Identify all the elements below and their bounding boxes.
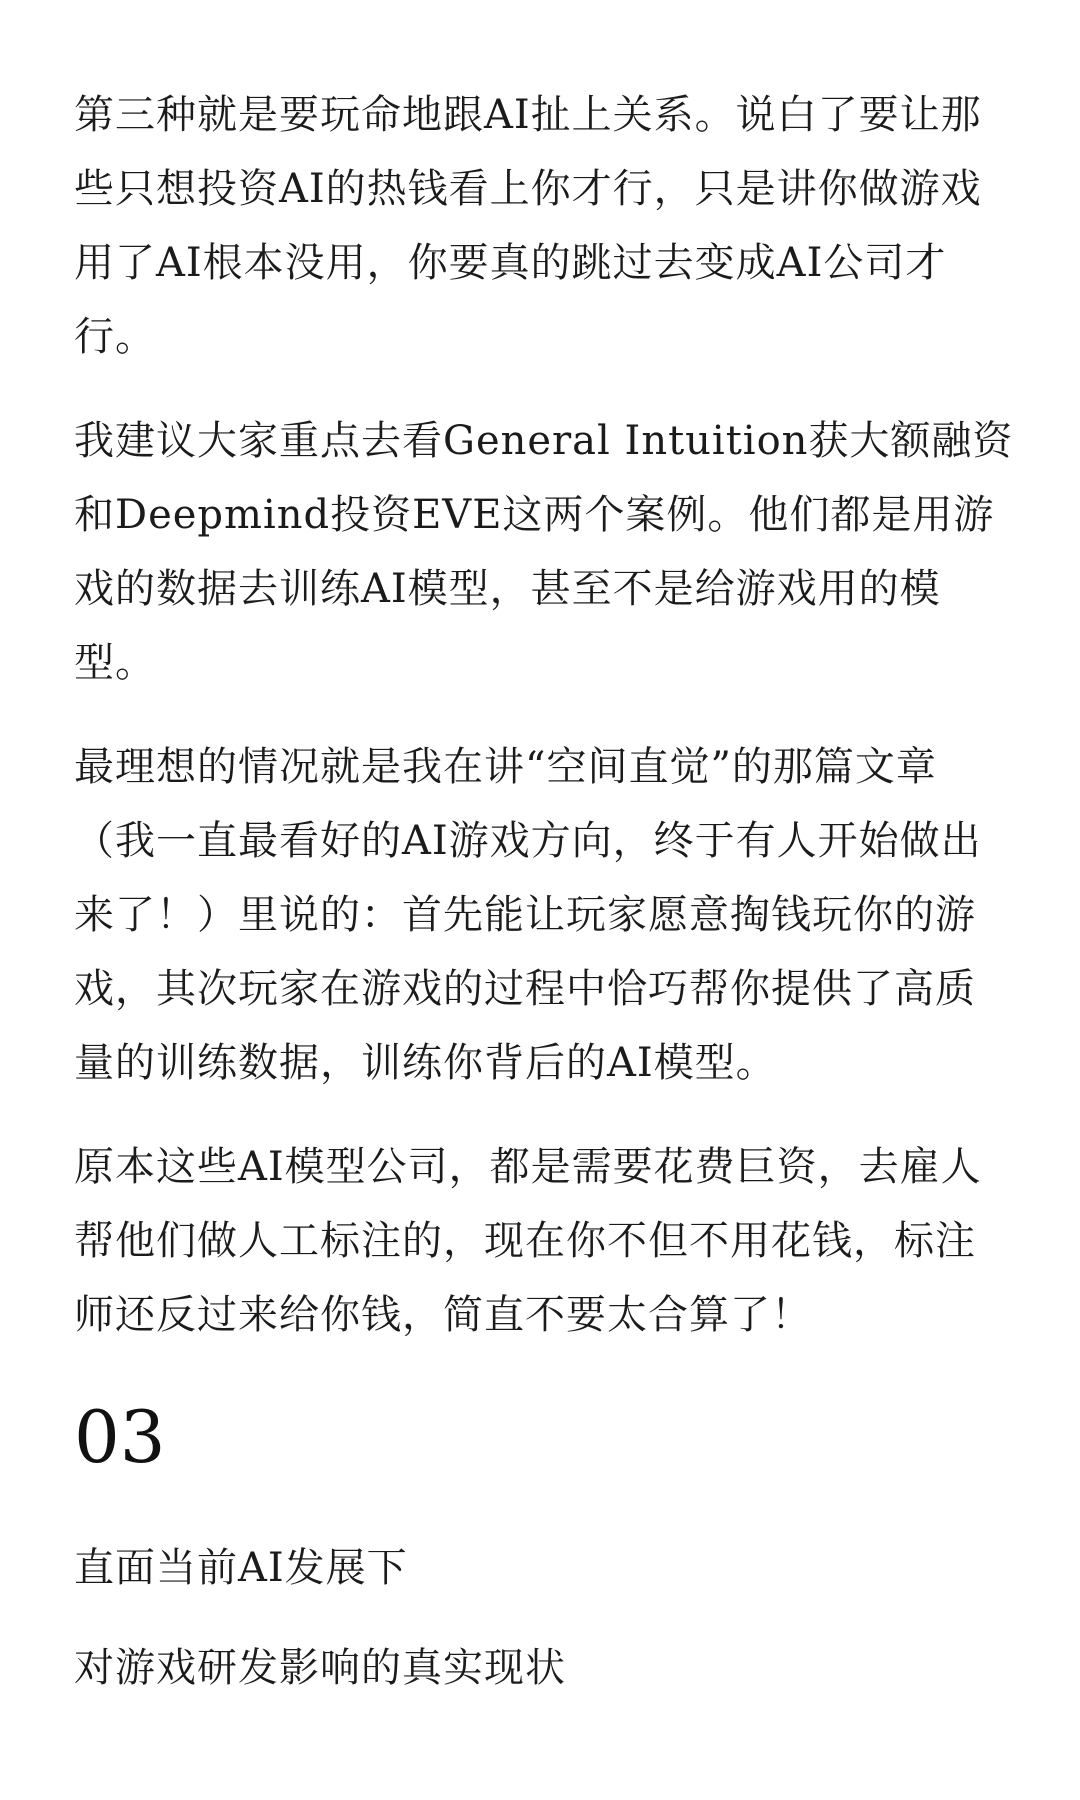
section-number: 03: [74, 1395, 166, 1479]
paragraph-case-studies: 我建议大家重点去看General Intuition获大额融资和Deepmind投资EVE这两个案例。他们都是用游戏的数据去训练AI模型，甚至不是给游戏用的模型。: [74, 418, 1014, 686]
paragraph-ai-relationship: 第三种就是要玩命地跟AI扯上关系。说白了要让那些只想投资AI的热钱看上你才行，只是讲你做游戏用了AI根本没用，你要真的跳过去变成AI公司才行。: [74, 92, 982, 360]
section-title-line-1: 直面当前AI发展下: [74, 1545, 408, 1591]
paragraph-annotation-cost: 原本这些AI模型公司，都是需要花费巨资，去雇人帮他们做人工标注的，现在你不但不用花钱，标注师还反过来给你钱，简直不要太合算了！: [74, 1144, 982, 1338]
article-body: [74, 78, 1014, 1738]
section-title-line-2: 对游戏研发影响的真实现状: [74, 1645, 566, 1691]
paragraph-ideal-scenario: 最理想的情况就是我在讲“空间直觉”的那篇文章（我一直最看好的AI游戏方向，终于有人开始做出来了！）里说的：首先能让玩家愿意掏钱玩你的游戏，其次玩家在游戏的过程中恰巧帮你提供了高质量的训练数据，训练你背后的AI模型。: [74, 744, 982, 1086]
